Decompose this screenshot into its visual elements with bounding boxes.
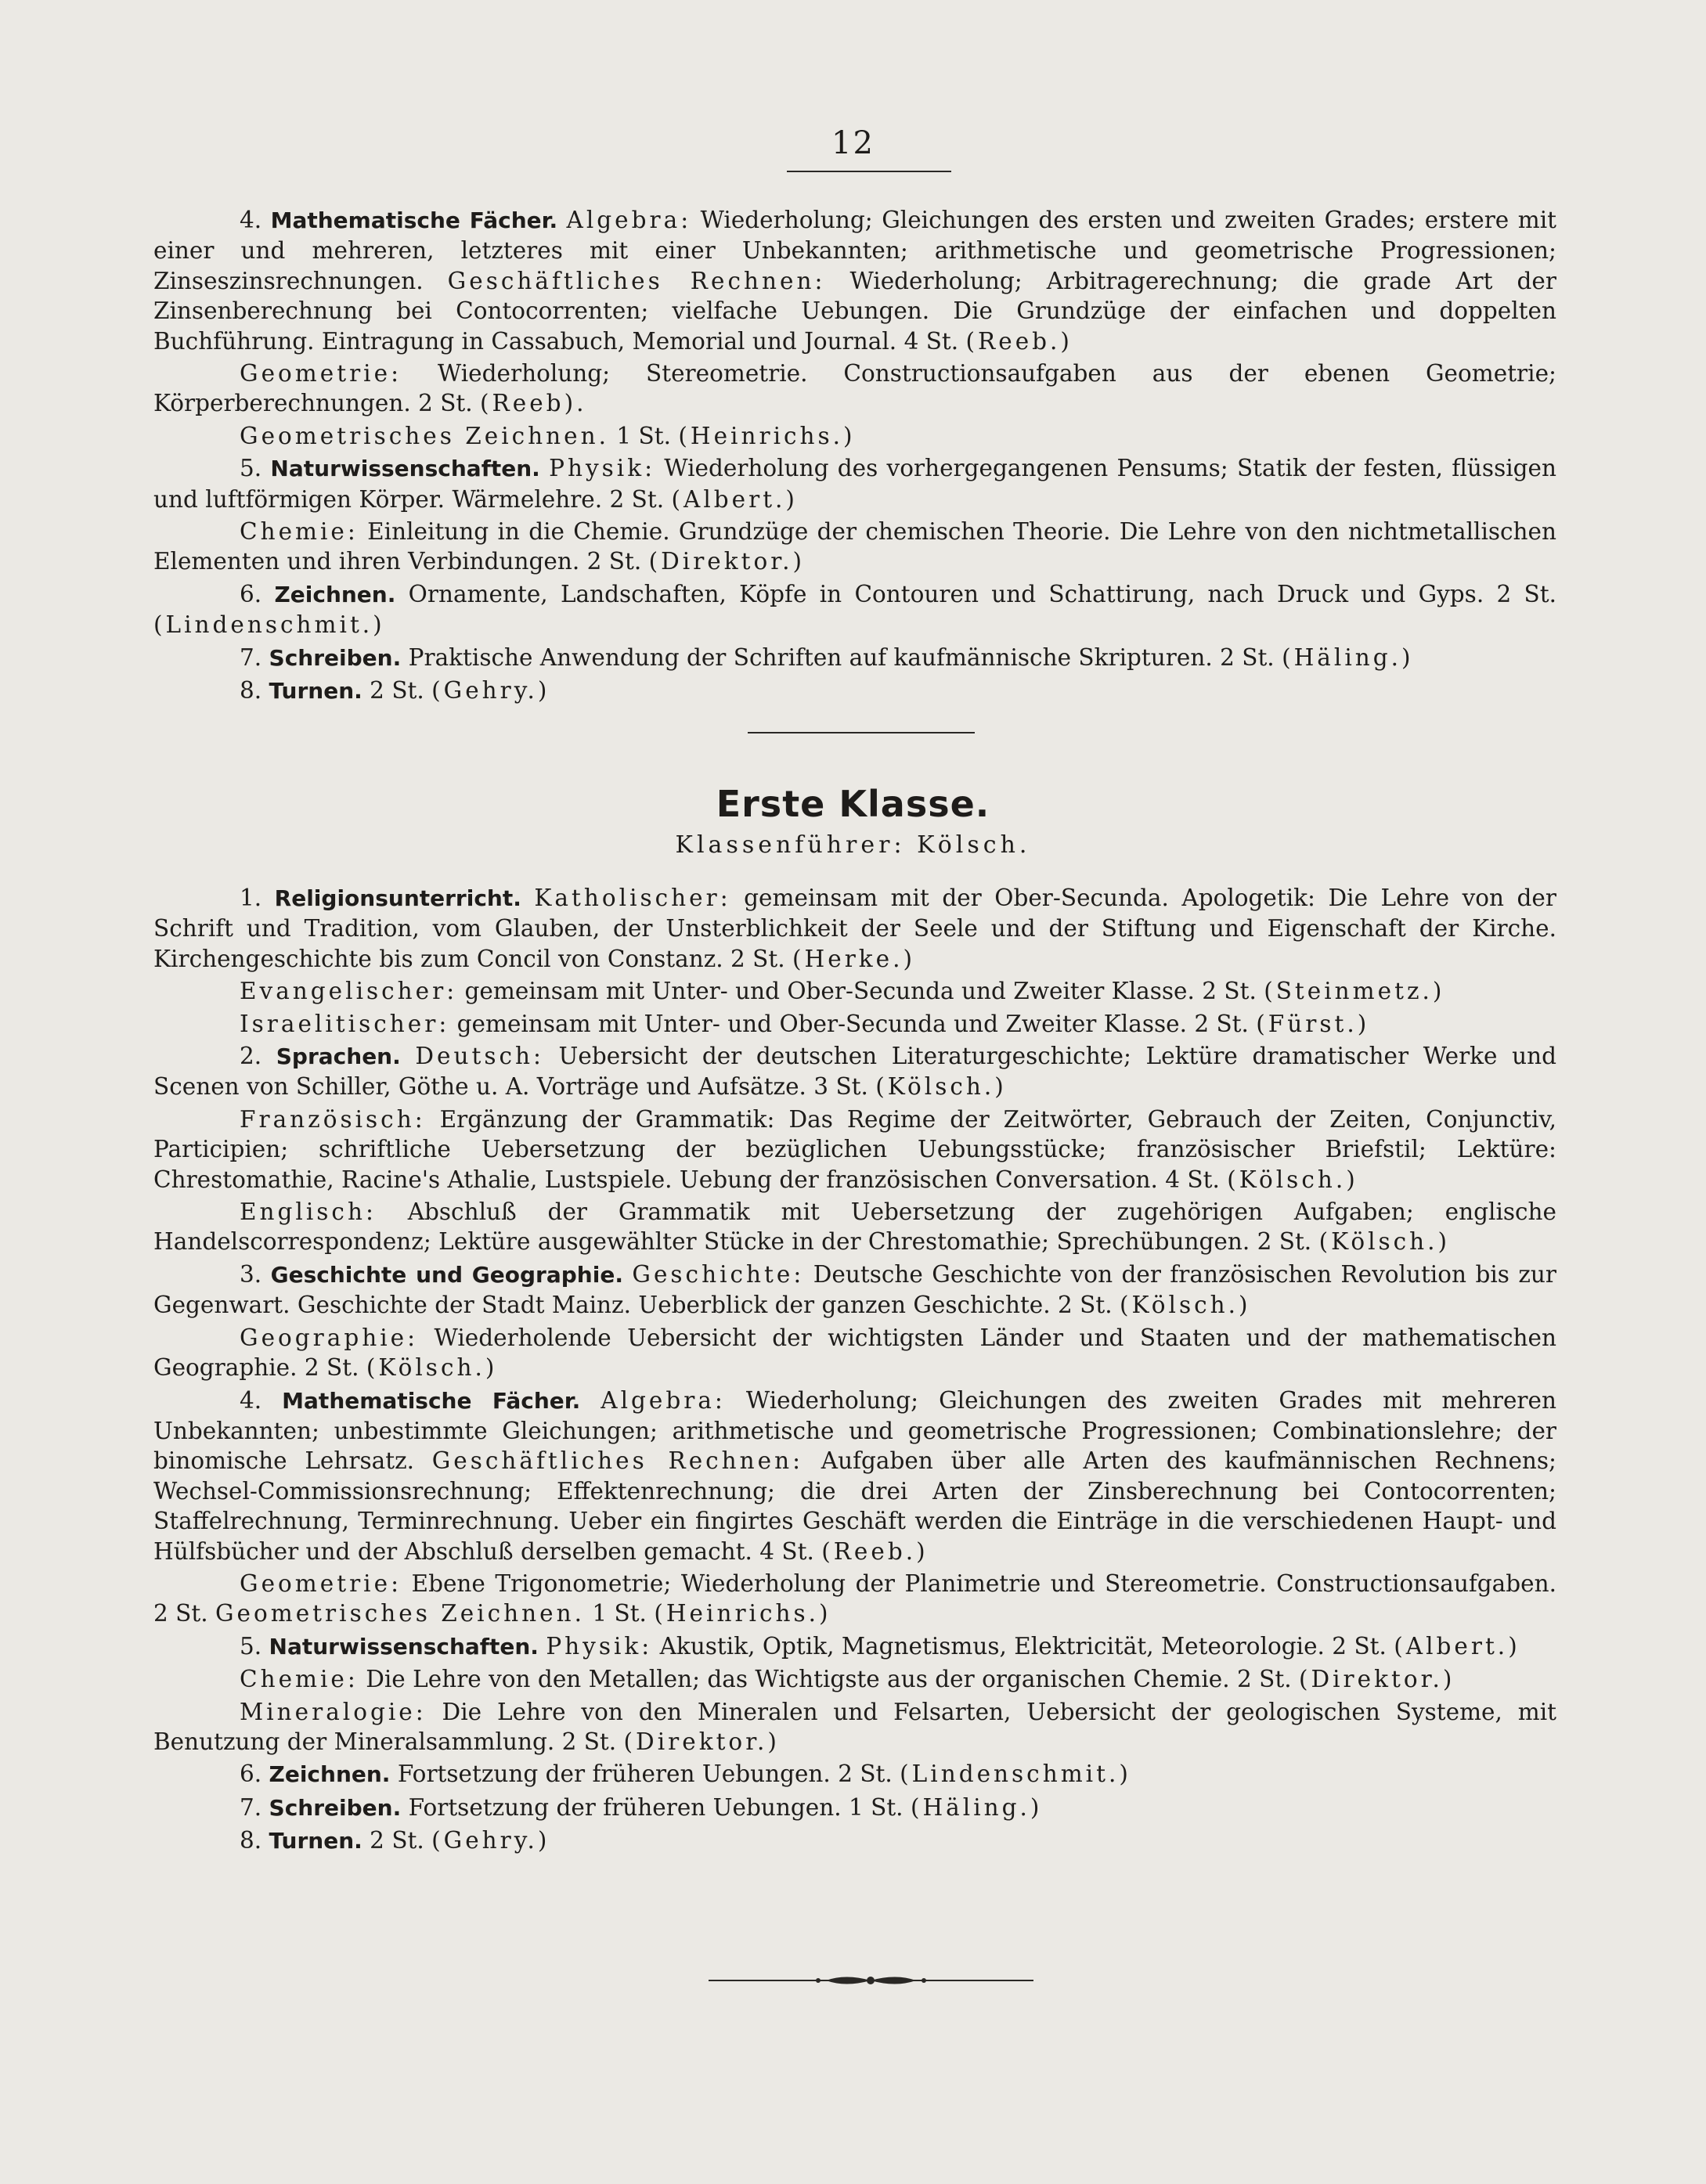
paragraph-text: 4. — [240, 207, 271, 233]
subject-heading: Schreiben. — [269, 1794, 402, 1821]
spaced-term: (Albert.) — [1394, 1632, 1520, 1660]
subject-heading: Turnen. — [269, 678, 362, 705]
subject-heading: Religionsunterricht. — [274, 885, 521, 911]
paragraph — [153, 1041, 1556, 1102]
page-number-rule — [787, 171, 951, 172]
spaced-term: (Kölsch.) — [1120, 1292, 1251, 1319]
paragraph — [153, 359, 1556, 419]
spaced-term: (Steinmetz.) — [1264, 978, 1445, 1005]
paragraph-text: Wiederholung; Arbitragerechnung; die grade Art der Zinsenberechnung bei Contocorrenten; vielfache Uebungen. Die Grundzüge der einfachen und doppelten Buchführung. Eintragung in Cassabuch, Memorial und Journal. 4 St. — [153, 267, 1556, 355]
spaced-term: Physik: — [549, 455, 656, 482]
paragraph-text — [521, 885, 535, 911]
paragraph — [153, 643, 1556, 673]
spaced-term: (Direktor.) — [623, 1728, 780, 1755]
paragraph — [153, 1569, 1556, 1629]
spaced-term: Israelitischer: — [240, 1010, 450, 1037]
spaced-term: (Häling.) — [910, 1793, 1043, 1821]
paragraph-text: gemeinsam mit der Ober-Secunda. Apologetik: Die Lehre von der Schrift und Tradition, vom Glauben, der Unsterblichkeit der Seele und der Stiftung und Eigenschaft der Kirche. Kirchengeschichte bis zum Concil von Constanz. 2 St. — [153, 885, 1556, 972]
paragraph — [153, 1197, 1556, 1257]
spaced-term: (Kölsch.) — [875, 1073, 1007, 1101]
paragraph-text — [623, 1261, 632, 1288]
spaced-term: (Heinrichs.) — [678, 422, 856, 449]
section-erste-klasse — [153, 883, 1556, 1859]
paragraph-text: Fortsetzung der früheren Uebungen. 2 St. — [390, 1761, 900, 1788]
spaced-term: (Gehry.) — [431, 677, 550, 705]
paragraph-text: Abschluß der Grammatik mit Uebersetzung der zugehörigen Aufgaben; englische Handelscorrespondenz; Lektüre ausgewählter Stücke in der Chrestomathie; Sprechübungen. 2 St. — [153, 1198, 1556, 1256]
spaced-term: (Herke.) — [792, 945, 916, 972]
spaced-term: Geometrie: — [240, 1570, 402, 1597]
spaced-term: Englisch: — [240, 1198, 377, 1226]
paragraph-text: Die Lehre von den Mineralen und Felsarten, Uebersicht der geologischen Systeme, mit Benutzung der Mineralsammlung. 2 St. — [153, 1698, 1556, 1755]
paragraph-text: Ornamente, Landschaften, Köpfe in Contouren und Schattirung, nach Druck und Gyps. 2 St. — [395, 580, 1556, 607]
paragraph-text: 6. — [240, 580, 275, 607]
paragraph — [153, 1793, 1556, 1823]
class-leader: Klassenführer: Kölsch. — [675, 831, 1031, 859]
spaced-term: Französisch: — [240, 1105, 426, 1133]
spaced-term: Physik: — [546, 1632, 653, 1660]
spaced-term: (Kölsch.) — [1318, 1228, 1451, 1256]
paragraph-text: Wiederholung; Gleichungen des ersten und zweiten Grades; erstere mit einer und mehreren, letzteres mit einer Unbekannten; arithmetische und geometrische Progressionen; Zinseszinsrechnungen. — [153, 207, 1556, 294]
paragraph — [153, 883, 1556, 974]
spaced-term: Geschichte: — [632, 1260, 805, 1288]
paragraph — [153, 517, 1556, 577]
subject-heading: Mathematische Fächer. — [270, 207, 558, 233]
paragraph-text — [540, 455, 549, 481]
paragraph — [153, 453, 1556, 514]
paragraph — [153, 1009, 1556, 1039]
subject-heading: Naturwissenschaften. — [270, 456, 540, 482]
spaced-term: Algebra: — [566, 207, 692, 233]
paragraph — [153, 1260, 1556, 1321]
spaced-term: (Kölsch.) — [366, 1354, 498, 1382]
paragraph-text: 8. — [240, 1827, 269, 1854]
paragraph-text: gemeinsam mit Unter- und Ober-Secunda und Zweiter Klasse. 2 St. — [449, 1010, 1257, 1037]
closing-ornament — [709, 1969, 1033, 1992]
paragraph — [153, 1697, 1556, 1757]
subject-heading: Turnen. — [269, 1828, 362, 1854]
paragraph-text: 5. — [240, 455, 271, 482]
paragraph-text: Ergänzung der Grammatik: Das Regime der Zeitwörter, Gebrauch der Zeiten, Conjunctiv, Participien; schriftliche Uebersetzung der bezüglichen Uebungsstücke; französischer Briefstil; Lektüre: Chrestomathie, Racine's Athalie, Lustspiele. Uebung der französischen Conversation. 4 St. — [153, 1105, 1556, 1193]
spaced-term: (Kölsch.) — [1227, 1166, 1358, 1193]
paragraph-text: 8. — [240, 677, 269, 705]
subject-heading: Sprachen. — [276, 1043, 401, 1070]
paragraph-text: 5. — [240, 1632, 269, 1660]
subject-heading: Geschichte und Geographie. — [270, 1261, 623, 1288]
paragraph-text — [401, 1043, 416, 1069]
paragraph-text: 4. — [240, 1386, 283, 1414]
paragraph-text: Wiederholung des vorhergegangenen Pensums; Statik der festen, flüssigen und luftförmigen Körper. Wärmelehre. 2 St. — [153, 455, 1556, 513]
spaced-term: Mineralogie: — [240, 1698, 427, 1725]
section-zweite-klasse-continued — [153, 205, 1556, 709]
paragraph — [153, 205, 1556, 356]
paragraph — [153, 421, 1556, 451]
spaced-term: (Heinrichs.) — [654, 1600, 831, 1627]
spaced-term: Evangelischer: — [240, 978, 458, 1005]
subject-heading: Mathematische Fächer. — [282, 1387, 581, 1414]
paragraph-text: 6. — [240, 1761, 269, 1788]
paragraph-text: 7. — [240, 643, 269, 671]
paragraph-text: Wiederholung; Stereometrie. Constructionsaufgaben aus der ebenen Geometrie; Körperberechnungen. 2 St. — [153, 360, 1556, 417]
paragraph-text: Aufgaben über alle Arten des kaufmännischen Rechnens; Wechsel-Commissionsrechnung; Effektenrechnung; die drei Arten der Zinsberechnung bei Contocorrenten; Staffelrechnung, Terminrechnung. Ueber ein fingirtes Geschäft werden die Einträge in die verschiedenen Haupt- und Hülfsbücher und der Abschluß derselben gemacht. 4 St. — [153, 1447, 1556, 1565]
section-divider-rule — [748, 732, 975, 733]
paragraph — [153, 1323, 1556, 1383]
spaced-term: Chemie: — [240, 1666, 359, 1693]
paragraph — [153, 1759, 1556, 1789]
class-heading: Erste Klasse. — [716, 783, 990, 825]
spaced-term: Geschäftliches Rechnen: — [447, 267, 826, 294]
paragraph-text: 3. — [240, 1260, 271, 1288]
spaced-term: Deutsch: — [415, 1043, 544, 1070]
spaced-term: (Direktor.) — [1298, 1666, 1455, 1693]
spaced-term: (Direktor.) — [648, 548, 805, 575]
paragraph-text: Ebene Trigonometrie; Wiederholung der Planimetrie und Stereometrie. Constructionsaufgaben. 2 St. — [153, 1570, 1556, 1627]
paragraph-text: Uebersicht der deutschen Literaturgeschichte; Lektüre dramatischer Werke und Scenen von Schiller, Göthe u. A. Vorträge und Aufsätze. 3 St. — [153, 1043, 1556, 1101]
spaced-term: (Albert.) — [671, 485, 798, 513]
spaced-term: Geschäftliches Rechnen: — [431, 1447, 804, 1475]
paragraph-text: Akustik, Optik, Magnetismus, Elektricität, Meteorologie. 2 St. — [652, 1632, 1394, 1660]
paragraph — [153, 976, 1556, 1006]
spaced-term: (Häling.) — [1282, 643, 1414, 671]
paragraph — [153, 1825, 1556, 1856]
paragraph — [153, 1631, 1556, 1662]
paragraph-text — [580, 1387, 601, 1414]
paragraph-text: Die Lehre von den Metallen; das Wichtigste aus der organischen Chemie. 2 St. — [358, 1666, 1299, 1693]
spaced-term: Geometrie: — [240, 360, 402, 387]
spaced-term: Katholischer: — [534, 885, 731, 911]
paragraph-text: Einleitung in die Chemie. Grundzüge der chemischen Theorie. Die Lehre von den nichtmetallischen Elementen und ihren Verbindungen. 2 St. — [153, 518, 1556, 575]
paragraph — [153, 1386, 1556, 1566]
subject-heading: Schreiben. — [269, 644, 402, 671]
paragraph-text: Deutsche Geschichte von der französischen Revolution bis zur Gegenwart. Geschichte der Stadt Mainz. Ueberblick der ganzen Geschichte. 2 St. — [153, 1260, 1556, 1319]
spaced-term: (Reeb.) — [821, 1537, 929, 1565]
paragraph-text: 1. — [240, 885, 275, 911]
paragraph-text: 1 St. — [609, 422, 679, 449]
spaced-term: Algebra: — [601, 1386, 726, 1414]
spaced-term: (Fürst.) — [1256, 1010, 1370, 1037]
paragraph-text: Fortsetzung der früheren Uebungen. 1 St. — [401, 1793, 911, 1821]
paragraph — [153, 579, 1556, 640]
paragraph-text: Wiederholende Uebersicht der wichtigsten Länder und Staaten und der mathematischen Geographie. 2 St. — [153, 1324, 1556, 1382]
paragraph-text: 1 St. — [584, 1600, 655, 1627]
paragraph-text: gemeinsam mit Unter- und Ober-Secunda und Zweiter Klasse. 2 St. — [457, 978, 1264, 1005]
paragraph — [153, 1664, 1556, 1694]
spaced-term: Geometrisches Zeichnen. — [215, 1600, 585, 1627]
spaced-term: (Lindenschmit.) — [153, 611, 385, 639]
paragraph-text: 2 St. — [362, 1827, 432, 1854]
paragraph-text: Wiederholung; Gleichungen des zweiten Grades mit mehreren Unbekannten; unbestimmte Gleichungen; arithmetische und geometrische Progressionen; Combinationslehre; der binomische Lehrsatz. — [153, 1386, 1556, 1475]
page-number: 12 — [831, 125, 875, 161]
spaced-term: (Reeb). — [480, 390, 587, 417]
paragraph-text — [539, 1633, 546, 1660]
spaced-term: (Reeb.) — [965, 327, 1073, 355]
spaced-term: Geometrisches Zeichnen. — [240, 422, 609, 449]
paragraph-text: 2 St. — [362, 677, 432, 705]
spaced-term: Chemie: — [240, 518, 359, 546]
spaced-term: (Gehry.) — [431, 1827, 550, 1854]
paragraph — [153, 676, 1556, 706]
spaced-term: Geographie: — [240, 1324, 419, 1351]
subject-heading: Zeichnen. — [269, 1761, 391, 1788]
paragraph — [153, 1105, 1556, 1195]
paragraph-text: 2. — [240, 1043, 276, 1070]
paragraph-text: Praktische Anwendung der Schriften auf kaufmännische Skripturen. 2 St. — [401, 643, 1282, 671]
paragraph-text — [557, 207, 566, 233]
paragraph-text: 7. — [240, 1793, 269, 1821]
spaced-term: (Lindenschmit.) — [900, 1761, 1131, 1788]
subject-heading: Zeichnen. — [274, 581, 396, 607]
subject-heading: Naturwissenschaften. — [269, 1633, 539, 1660]
